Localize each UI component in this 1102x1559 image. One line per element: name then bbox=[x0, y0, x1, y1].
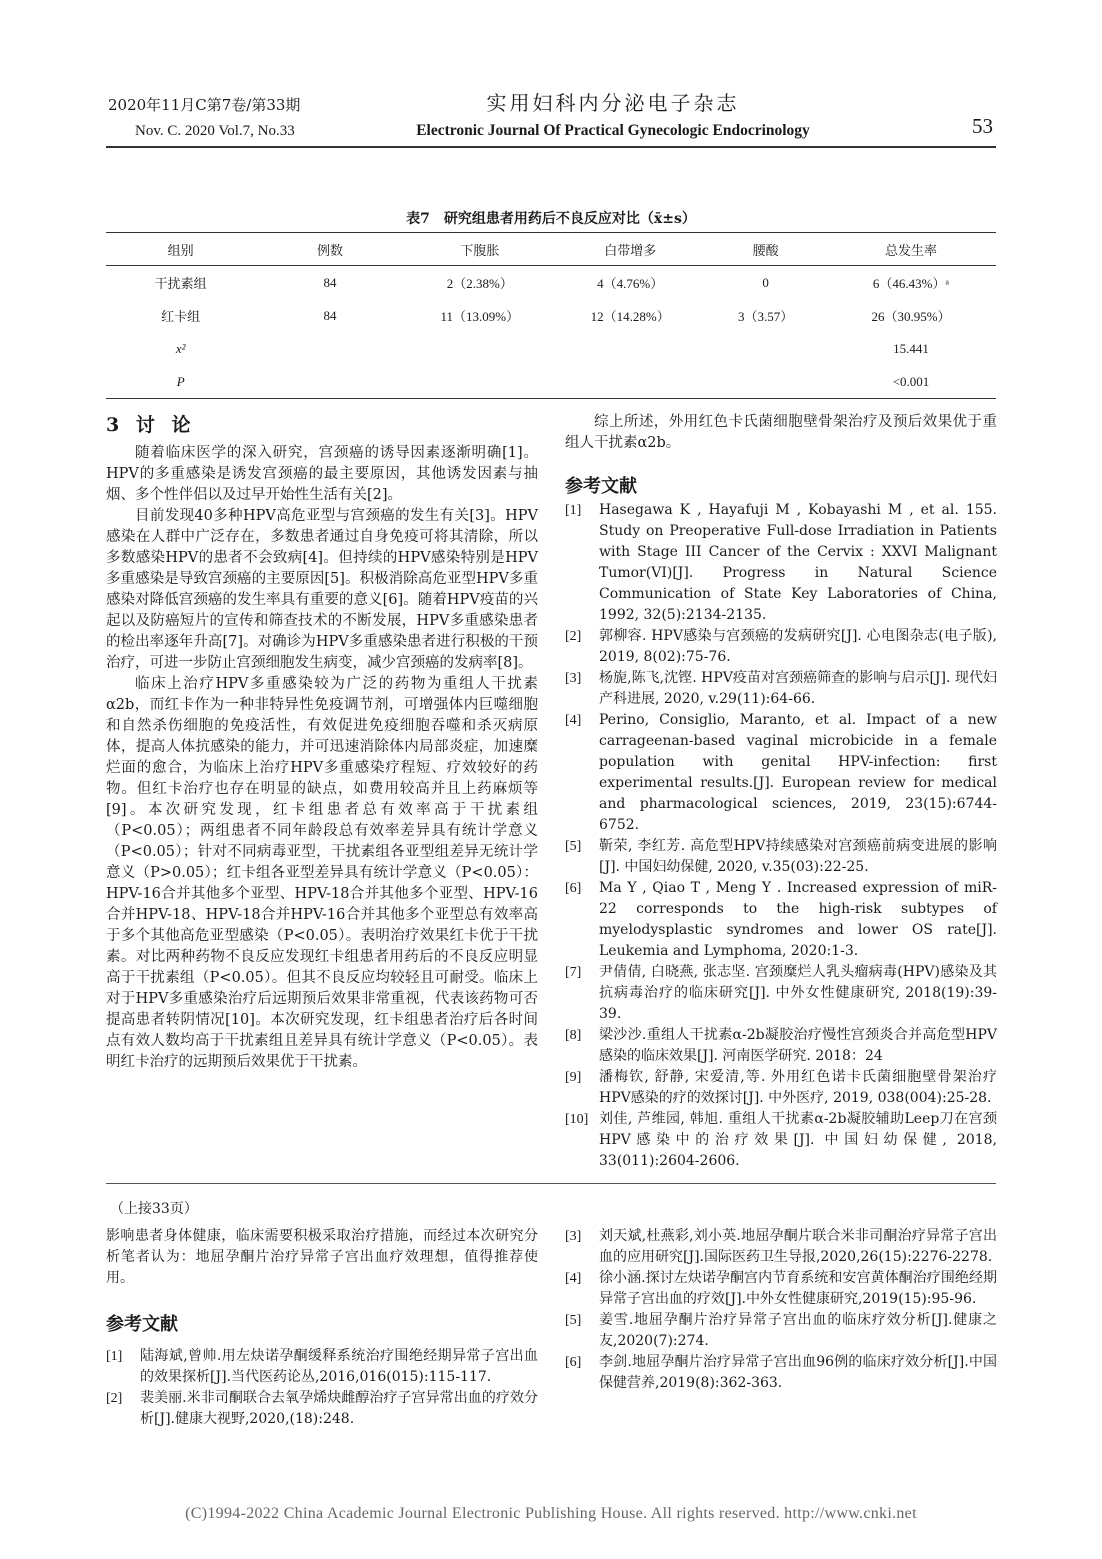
table-cell bbox=[405, 332, 555, 365]
reference-item bbox=[565, 1067, 997, 1109]
reference-text: 尹倩倩, 白晓燕, 张志坚. 宫颈糜烂人乳头瘤病毒(HPV)感染及其抗病毒治疗的临床研究[J]. 中外女性健康研究, 2018(19):39-39. bbox=[599, 964, 997, 1022]
continued-paragraph: 影响患者身体健康，临床需要积极采取治疗措施，而经过本次研究分析笔者认为：地屈孕酮片治疗异常子宫出血疗效理想，值得推荐使用。 bbox=[106, 1228, 538, 1286]
table-row bbox=[106, 365, 996, 399]
table-row bbox=[106, 266, 996, 300]
reference-number: [6] bbox=[565, 1355, 582, 1370]
table-cell bbox=[405, 365, 555, 399]
table-cell: 84 bbox=[323, 274, 337, 290]
conclusion-body bbox=[565, 412, 997, 454]
issue-en: Nov. C. 2020 Vol.7, No.33 bbox=[135, 123, 295, 139]
reference-item bbox=[565, 1025, 997, 1067]
table-cell: x² bbox=[175, 340, 186, 356]
reference-item bbox=[565, 1268, 997, 1310]
table-title: 表7 研究组患者用药后不良反应对比（x̄±s） bbox=[406, 211, 696, 227]
table-cell: 26（30.95%） bbox=[871, 309, 951, 324]
references-heading: 参考文献 bbox=[565, 476, 637, 497]
discussion-heading: 3 讨 论 bbox=[106, 414, 196, 436]
table-cell: 干扰素组 bbox=[154, 276, 207, 291]
reference-item bbox=[565, 1226, 997, 1268]
table-cell: 2（2.38%） bbox=[446, 276, 513, 291]
reference-item bbox=[565, 836, 997, 878]
reference-text: 梁沙沙.重组人干扰素α-2b凝胶治疗慢性宫颈炎合并高危型HPV感染的临床效果[J]. 河南医学研究. 2018：24 bbox=[599, 1027, 997, 1064]
table-cell: 84 bbox=[323, 307, 337, 323]
reference-list bbox=[565, 500, 997, 1172]
section-divider bbox=[106, 1183, 996, 1184]
reference-text: 靳荣, 李红芳. 高危型HPV持续感染对宫颈癌前病变进展的影响[J]. 中国妇幼保健, 2020, v.35(03):22-25. bbox=[599, 838, 997, 875]
table-cell: P bbox=[106, 365, 255, 399]
reference-text: 刘佳, 芦维园, 韩旭. 重组人干扰素α-2b凝胶辅助Leep刀在宫颈HPV感染中的治疗效果[J]. 中国妇幼保健, 2018, 33(011):2604-2606. bbox=[599, 1111, 997, 1169]
reference-item bbox=[106, 1346, 538, 1388]
table-cell: 6（46.43%）ᵃ bbox=[872, 276, 950, 291]
table-cell: 12（14.28%） bbox=[590, 309, 670, 324]
discussion-body bbox=[106, 443, 538, 1073]
continued-reference-list-left bbox=[106, 1346, 538, 1430]
reference-number: [7] bbox=[565, 965, 582, 980]
continued-reference-list-right bbox=[565, 1226, 997, 1394]
reference-text: 郭柳容. HPV感染与宫颈癌的发病研究[J]. 心电图杂志(电子版), 2019, 8(02):75-76. bbox=[599, 628, 997, 665]
reference-number: [8] bbox=[565, 1028, 582, 1043]
table-row bbox=[106, 332, 996, 365]
table-row bbox=[106, 299, 996, 332]
table-cell: 4（4.76%） bbox=[597, 276, 664, 291]
table-header-cell: 组别 bbox=[106, 233, 255, 266]
reference-number: [1] bbox=[106, 1349, 123, 1364]
reference-number: [2] bbox=[106, 1391, 123, 1406]
table-header-cell: 例数 bbox=[255, 233, 404, 266]
journal-title-en: Electronic Journal Of Practical Gynecologic Endocrinology bbox=[416, 122, 810, 139]
reference-text: 刘天斌,杜燕彩,刘小英.地屈孕酮片联合米非司酮治疗异常子宫出血的应用研究[J].国际医药卫生导报,2020,26(15):2276-2278. bbox=[599, 1228, 997, 1265]
discussion-paragraph: 临床上治疗HPV多重感染较为广泛的药物为重组人干扰素α2b，而红卡作为一种非特异性免疫调节剂，可增强体内巨噬细胞和自然杀伤细胞的免疫活性，有效促进免疫细胞吞噬和杀灭病原体，提高人体抗感染的能力，并可迅速消除体内局部炎症，加速糜烂面的愈合，为临床上治疗HPV多重感染疗程短、疗效较好的药物。但红卡治疗也存在明显的缺点，如费用较高并且上药麻烦等[9]。本次研究发现，红卡组患者总有效率高于干扰素组（P<0.05）；两组患者不同年龄段总有效率差异具有统计学意义（P<0.05）；针对不同病毒亚型，干扰素组各亚型组差异无统计学意义（P>0.05）；红卡组各亚型差异具有统计学意义（P<0.05）：HPV-16合并其他多个亚型、HPV-18合并其他多个亚型、HPV-16合并HPV-18、HPV-18合并HPV-16合并其他多个亚型总有效率高于多个其他高危亚型感染（P<0.05）。表明治疗效果红卡优于干扰素。对比两种药物不良反应发现红卡组患者用药后的不良反应明显高于干扰素组（P<0.05）。但其不良反应均较轻且可耐受。临床上对于HPV多重感染治疗后远期预后效果非常重视，代表该药物可否提高患者转阴情况[10]。本次研究发现，红卡组患者治疗后各时间点有效人数均高于干扰素组且差异具有统计学意义（P<0.05）。表明红卡治疗的远期预后效果优于干扰素。 bbox=[106, 676, 538, 1070]
reference-item bbox=[565, 626, 997, 668]
reference-text: Perino, Consiglio, Maranto, et al. Impact of a new carrageenan-based vaginal microbicide in a female population with genital HPV-infection: first experimental results.[J]. European review for medical and pharmacological sciences, 2019, 23(15):6744-6752. bbox=[599, 712, 997, 833]
reference-text: Hasegawa K , Hayafuji M , Kobayashi M , et al. 155. Study on Preoperative Full-dose Irradiation in Patients with Stage III Cancer of the Cervix : XXVI Malignant Tumor(VI)[J]. Progress in Natural Science Communication of State Key Laboratories of China, 1992, 32(5):2134-2135. bbox=[599, 502, 997, 623]
copyright-footer: (C)1994-2022 China Academic Journal Electronic Publishing House. All rights reserved. http://www.cnki.net bbox=[185, 1505, 917, 1522]
table-header-cell: 腰酸 bbox=[705, 233, 826, 266]
adverse-reaction-table bbox=[106, 232, 996, 399]
reference-number: [6] bbox=[565, 881, 582, 896]
reference-item bbox=[565, 1109, 997, 1172]
table-cell bbox=[705, 365, 826, 399]
continued-label: （上接33页） bbox=[110, 1201, 198, 1217]
table-cell bbox=[555, 332, 705, 365]
reference-text: 陆海斌,曾帅.用左炔诺孕酮缓释系统治疗围绝经期异常子宫出血的效果探析[J].当代医药论丛,2016,016(015):115-117. bbox=[140, 1348, 538, 1385]
table-header-cell: 白带增多 bbox=[555, 233, 705, 266]
table-cell bbox=[705, 332, 826, 365]
page-number: 53 bbox=[972, 114, 993, 138]
issue-info bbox=[108, 92, 300, 144]
reference-item bbox=[106, 1388, 538, 1430]
continued-references-heading: 参考文献 bbox=[106, 1314, 178, 1335]
table-cell bbox=[255, 365, 404, 399]
reference-item bbox=[565, 668, 997, 710]
reference-item bbox=[565, 1310, 997, 1352]
reference-number: [4] bbox=[565, 1271, 582, 1286]
reference-number: [1] bbox=[565, 503, 582, 518]
table-cell: 15.441 bbox=[893, 340, 929, 356]
journal-title-cn: 实用妇科内分泌电子杂志 bbox=[486, 91, 740, 115]
reference-text: Ma Y , Qiao T , Meng Y . Increased expression of miR-22 corresponds to the high-risk subtypes of myelodysplastic syndromes and lower OS rate[J]. Leukemia and Lymphoma, 2020:1-3. bbox=[599, 880, 997, 959]
reference-item bbox=[565, 1352, 997, 1394]
table-header-cell: 下腹胀 bbox=[405, 233, 555, 266]
reference-number: [2] bbox=[565, 629, 582, 644]
table-cell bbox=[255, 332, 404, 365]
reference-number: [4] bbox=[565, 713, 582, 728]
reference-number: [5] bbox=[565, 1313, 582, 1328]
reference-number: [3] bbox=[565, 671, 582, 686]
reference-number: [9] bbox=[565, 1070, 582, 1085]
reference-text: 裴美丽.米非司酮联合去氧孕烯炔雌醇治疗子宫异常出血的疗效分析[J].健康大视野,2020,(18):248. bbox=[140, 1390, 538, 1427]
table-cell: 0 bbox=[762, 274, 769, 290]
reference-item bbox=[565, 500, 997, 626]
conclusion-paragraph: 综上所述，外用红色卡氏菌细胞壁骨架治疗及预后效果优于重组人干扰素α2b。 bbox=[565, 414, 997, 451]
reference-text: 徐小涵.探讨左炔诺孕酮宫内节育系统和安宫黄体酮治疗围绝经期异常子宫出血的疗效[J].中外女性健康研究,2019(15):95-96. bbox=[599, 1270, 997, 1307]
table-cell bbox=[555, 365, 705, 399]
table-cell: <0.001 bbox=[826, 365, 996, 399]
table-header-row bbox=[106, 233, 996, 266]
reference-number: [10] bbox=[565, 1112, 589, 1127]
reference-text: 潘梅钦, 舒静, 宋爱清,等. 外用红色诺卡氏菌细胞壁骨架治疗HPV感染的疗的效探讨[J]. 中外医疗, 2019, 038(004):25-28. bbox=[599, 1069, 997, 1106]
header-rule bbox=[106, 146, 996, 148]
continued-body bbox=[106, 1226, 538, 1289]
issue-cn: 2020年11月C第7卷/第33期 bbox=[108, 96, 301, 114]
reference-text: 姜雪.地屈孕酮片治疗异常子宫出血的临床疗效分析[J].健康之友,2020(7):274. bbox=[599, 1312, 997, 1349]
reference-text: 李剑.地屈孕酮片治疗异常子宫出血96例的临床疗效分析[J].中国保健营养,2019(8):362-363. bbox=[599, 1354, 997, 1391]
table-cell: 3（3.57） bbox=[738, 309, 794, 324]
discussion-paragraph: 目前发现40多种HPV高危亚型与宫颈癌的发生有关[3]。HPV感染在人群中广泛存在，多数患者通过自身免疫可将其清除，所以多数感染HPV的患者不会致病[4]。但持续的HPV感染特别是HPV多重感染是导致宫颈癌的主要原因[5]。积极消除高危亚型HPV多重感染对降低宫颈癌的发生率具有重要的意义[6]。随着HPV疫苗的兴起以及防癌短片的宣传和筛查技术的不断发展，HPV多重感染患者的检出率逐年升高[7]。对确诊为HPV多重感染患者进行积极的干预治疗，可进一步防止宫颈细胞发生病变，减少宫颈癌的发病率[8]。 bbox=[106, 508, 538, 671]
reference-number: [3] bbox=[565, 1229, 582, 1244]
reference-item bbox=[565, 962, 997, 1025]
journal-title bbox=[378, 90, 848, 146]
reference-text: 杨旎,陈飞,沈铿. HPV疫苗对宫颈癌筛查的影响与启示[J]. 现代妇产科进展, 2020, v.29(11):64-66. bbox=[599, 670, 997, 707]
table-cell: 11（13.09%） bbox=[440, 309, 520, 324]
reference-item bbox=[565, 878, 997, 962]
discussion-paragraph: 随着临床医学的深入研究，宫颈癌的诱导因素逐渐明确[1]。HPV的多重感染是诱发宫颈癌的最主要原因，其他诱发因素与抽烟、多个性伴侣以及过早开始性生活有关[2]。 bbox=[106, 445, 538, 503]
reference-number: [5] bbox=[565, 839, 582, 854]
table-cell: 红卡组 bbox=[161, 309, 201, 324]
table-header-cell: 总发生率 bbox=[826, 233, 996, 266]
reference-item bbox=[565, 710, 997, 836]
